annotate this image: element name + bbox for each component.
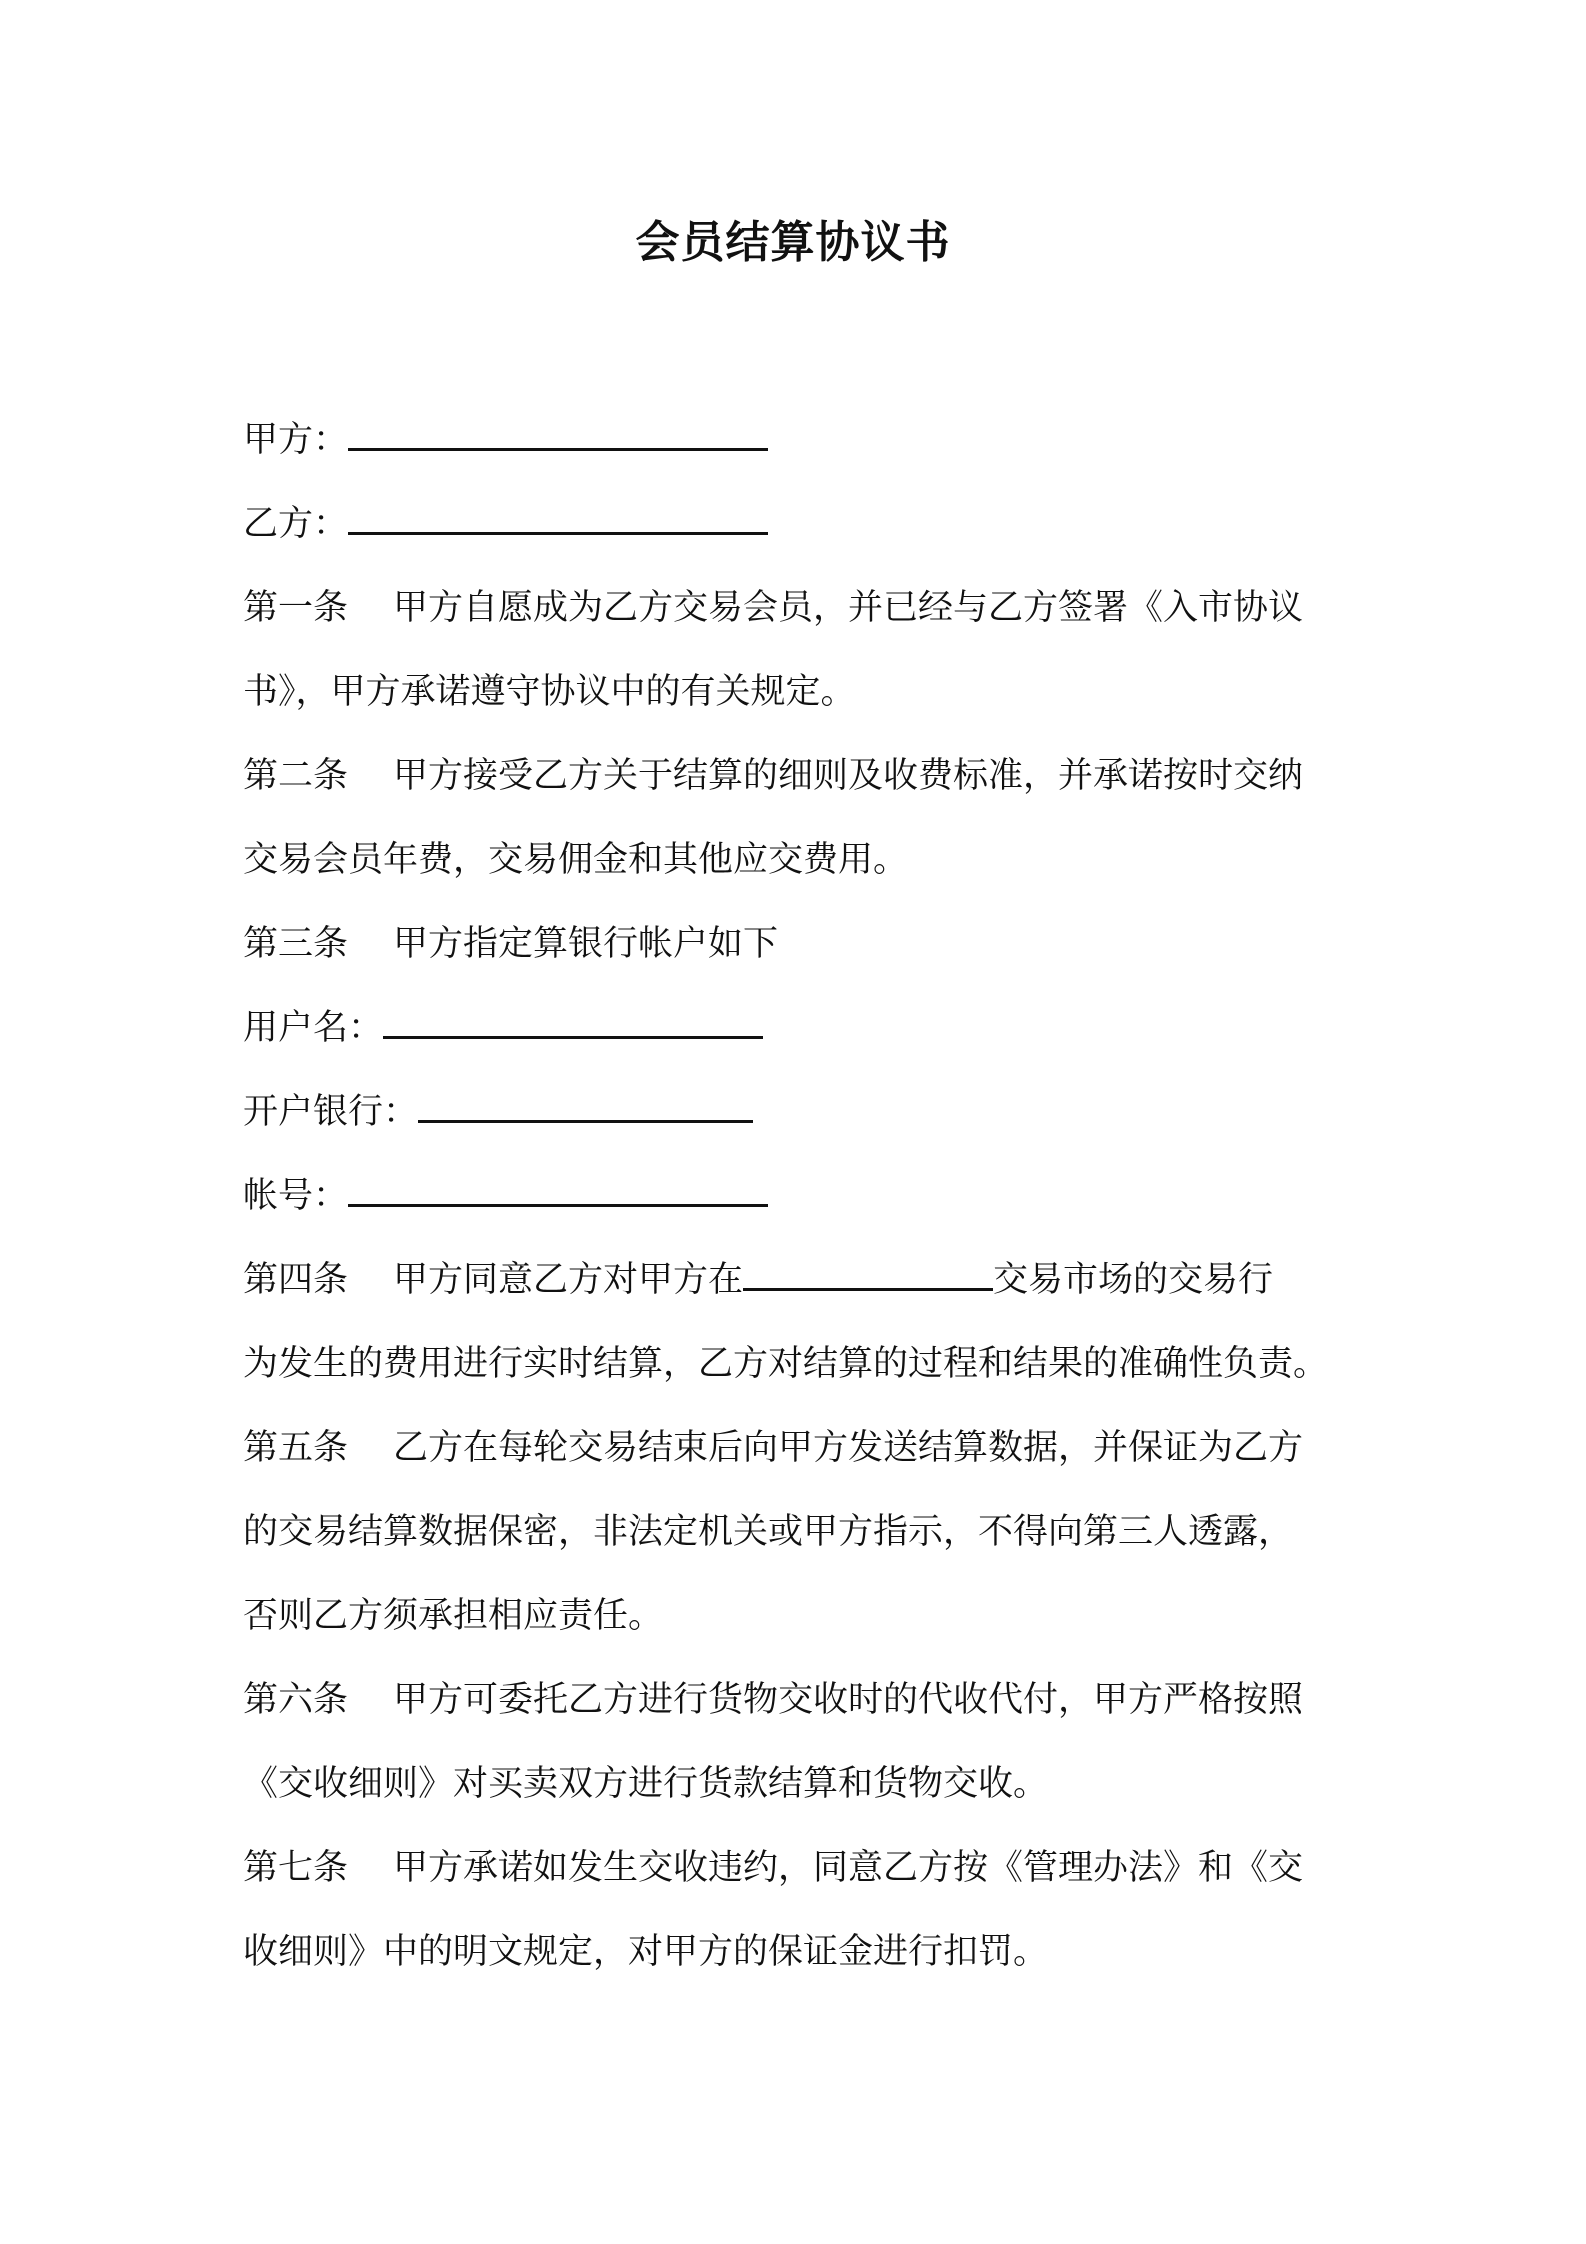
article-3-text-1: 甲方指定算银行帐户如下 xyxy=(393,924,779,964)
article-4-text-1a: 甲方同意乙方对甲方在 xyxy=(393,1260,744,1300)
party-b-label: 乙方： xyxy=(243,504,349,544)
party-b-blank xyxy=(348,502,768,535)
article-7-line-2 xyxy=(243,1927,1383,1977)
account-line xyxy=(243,1171,1383,1221)
article-1-line-1 xyxy=(243,583,1383,633)
article-4-number: 第四条 xyxy=(243,1260,349,1300)
bank-label: 开户银行： xyxy=(243,1092,419,1132)
article-1-text-1: 甲方自愿成为乙方交易会员，并已经与乙方签署《入市协议 xyxy=(393,588,1304,628)
article-5-number: 第五条 xyxy=(243,1428,349,1468)
account-label: 帐号： xyxy=(243,1176,349,1216)
article-2-line-1 xyxy=(243,751,1383,801)
article-6-number: 第六条 xyxy=(243,1680,349,1720)
article-1-text-2: 书》，甲方承诺遵守协议中的有关规定。 xyxy=(243,672,856,712)
bank-blank xyxy=(418,1090,753,1123)
article-5-text-3: 否则乙方须承担相应责任。 xyxy=(243,1596,664,1636)
article-5-text-1: 乙方在每轮交易结束后向甲方发送结算数据，并保证为乙方 xyxy=(393,1428,1304,1468)
article-2-text-1: 甲方接受乙方关于结算的细则及收费标准，并承诺按时交纳 xyxy=(393,756,1304,796)
document-title: 会员结算协议书 xyxy=(635,217,951,268)
article-7-number: 第七条 xyxy=(243,1848,349,1888)
article-5-line-2 xyxy=(243,1507,1383,1557)
article-1-line-2 xyxy=(243,667,1383,717)
article-6-text-1: 甲方可委托乙方进行货物交收时的代收代付，甲方严格按照 xyxy=(393,1680,1304,1720)
party-a-blank xyxy=(348,418,768,451)
account-blank xyxy=(348,1174,768,1207)
article-2-number: 第二条 xyxy=(243,756,349,796)
article-7-line-1 xyxy=(243,1843,1383,1893)
market-blank xyxy=(743,1258,993,1291)
article-5-line-3 xyxy=(243,1591,1383,1641)
article-6-line-1 xyxy=(243,1675,1383,1725)
article-4-text-2: 为发生的费用进行实时结算，乙方对结算的过程和结果的准确性负责。 xyxy=(243,1344,1329,1384)
article-6-line-2 xyxy=(243,1759,1383,1809)
article-4-line-2 xyxy=(243,1339,1383,1389)
party-a-label: 甲方： xyxy=(243,420,349,460)
article-5-line-1 xyxy=(243,1423,1383,1473)
party-a-line xyxy=(243,415,1383,465)
username-label: 用户名： xyxy=(243,1008,384,1048)
article-4-line-1 xyxy=(243,1255,1383,1305)
article-2-line-2 xyxy=(243,835,1383,885)
party-b-line xyxy=(243,499,1383,549)
article-3-line-1 xyxy=(243,919,1383,969)
article-4-text-1b: 交易市场的交易行 xyxy=(993,1260,1274,1300)
article-3-number: 第三条 xyxy=(243,924,349,964)
article-2-text-2: 交易会员年费，交易佣金和其他应交费用。 xyxy=(243,840,909,880)
bank-line xyxy=(243,1087,1383,1137)
article-5-text-2: 的交易结算数据保密，非法定机关或甲方指示，不得向第三人透露， xyxy=(243,1512,1294,1552)
article-1-number: 第一条 xyxy=(243,588,349,628)
article-7-text-2: 收细则》中的明文规定，对甲方的保证金进行扣罚。 xyxy=(243,1932,1049,1972)
username-line xyxy=(243,1003,1383,1053)
article-7-text-1: 甲方承诺如发生交收违约，同意乙方按《管理办法》和《交 xyxy=(393,1848,1304,1888)
article-6-text-2: 《交收细则》对买卖双方进行货款结算和货物交收。 xyxy=(243,1764,1049,1804)
username-blank xyxy=(383,1006,763,1039)
